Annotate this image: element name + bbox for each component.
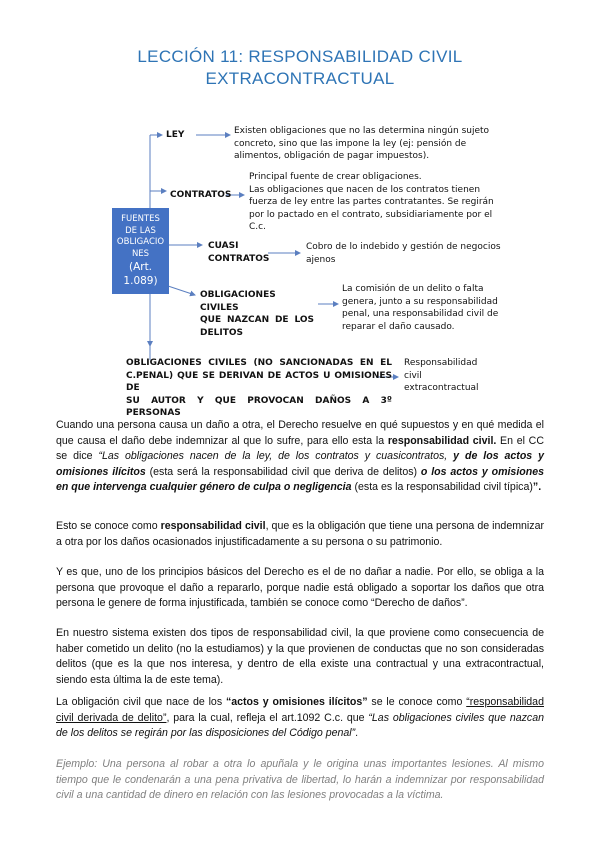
p1-bold-italic-actos: y de los actos y omisiones ilícitos xyxy=(56,450,544,478)
delitos-label xyxy=(200,289,314,339)
fuentes-line-6: 1.089) xyxy=(123,275,158,287)
cuasi-desc-line-1: Cobro de lo indebido y gestión de negocios xyxy=(306,242,501,252)
p1-text-c: En el CC se dice xyxy=(56,434,544,462)
contratos-desc-line-2: Las obligaciones que nacen de los contratos tienen xyxy=(249,184,481,195)
p5-text-g: . xyxy=(355,727,359,739)
example-paragraph: Ejemplo: Una persona al robar a otra lo apuñala y le origina unas importantes lesiones. Al mismo tiempo que le condenarán a una pena privativa de libertad, lo harán a indemnizar por responsabilidad civil a una cantidad de dinero en relación con las lesiones provocadas a la víctima. xyxy=(56,758,544,801)
ley-desc-line-3: alimentos, obligación de pagar impuestos). xyxy=(234,151,430,161)
p1-text-f: (esta será la responsabilidad civil que deriva de delitos) xyxy=(145,465,421,478)
cuasi-label-line-2: CONTRATOS xyxy=(208,253,270,264)
p2-bold: responsabilidad civil xyxy=(160,520,266,532)
no-sancionadas-label xyxy=(126,357,392,420)
p2-text-c: , que es la obligación que tiene una persona de indemnizar a otra por los daños ocasionados injustificadamente a su persona o su patrimonio. xyxy=(56,520,545,548)
p2-text-a: Esto se conoce como xyxy=(56,520,161,532)
delitos-desc-line-1: La comisión de un delito o falta xyxy=(342,284,484,294)
no-sancionadas-description xyxy=(404,357,504,395)
no-sancionadas-desc-line-1: Responsabilidad xyxy=(404,358,478,368)
p5-underlined: “responsabilidad civil derivada de delito” xyxy=(56,696,544,724)
fuentes-line-1: FUENTES xyxy=(121,214,160,224)
cuasi-description xyxy=(306,241,506,266)
contratos-description xyxy=(249,171,497,234)
no-sancionadas-line-1: OBLIGACIONES CIVILES (NO SANCIONADAS EN EL xyxy=(126,358,392,368)
delitos-desc-line-4: reparar el daño causado. xyxy=(342,321,455,332)
fuentes-line-3: OBLIGACIO xyxy=(116,237,165,247)
ley-desc-line-1: Existen obligaciones que no las determina ningún sujeto xyxy=(234,126,490,136)
contratos-desc-line-3: fuerza de ley entre las partes contratantes. Se regirán xyxy=(249,197,494,207)
delitos-desc-line-2: genera, junto a su responsabilidad xyxy=(342,296,498,307)
contratos-desc-line-1: Principal fuente de crear obligaciones. xyxy=(249,172,422,182)
p5-italic-quote: “Las obligaciones civiles que nazcan de los delitos se regirán por las disposiciones del Código penal” xyxy=(56,711,544,739)
no-sancionadas-line-2: C.PENAL) QUE SE DERIVAN DE ACTOS U OMISIONES DE xyxy=(126,370,392,393)
ley-label: LEY xyxy=(166,130,185,140)
p1-text-h: (esta es la responsabilidad civil típica) xyxy=(351,481,533,493)
paragraph-5 xyxy=(56,695,544,742)
delitos-description xyxy=(342,283,504,333)
paragraph-2 xyxy=(56,519,544,550)
ley-desc-line-2: concreto, sino que las impone la ley (ej: pensión de xyxy=(234,138,467,149)
no-sancionadas-desc-line-2: civil xyxy=(404,370,422,381)
delitos-label-line-2: QUE NAZCAN DE LOS xyxy=(200,315,314,325)
p3-text-a: Y es que, uno de los principios básicos del Derecho es el de no dañar a nadie xyxy=(56,566,431,578)
paragraph-1 xyxy=(56,418,544,496)
cuasi-label-line-1: CUASI xyxy=(208,241,239,251)
p5-text-a: La obligación civil que nace de los xyxy=(56,696,226,708)
paragraph-3 xyxy=(56,565,544,612)
title-line-1: LECCIÓN 11: RESPONSABILIDAD CIVIL xyxy=(137,47,463,66)
delitos-label-line-3: DELITOS xyxy=(200,327,243,338)
contratos-desc-line-5: C.c. xyxy=(249,222,266,232)
fuentes-line-5: (Art. xyxy=(128,261,153,273)
p1-italic-quote: “Las obligaciones nacen de la ley, de los contratos y cuasicontratos, xyxy=(98,450,448,462)
delitos-label-line-1: OBLIGACIONES CIVILES xyxy=(200,290,276,313)
fuentes-line-4: NES xyxy=(131,248,150,259)
fuentes-box xyxy=(112,208,169,294)
p5-bold: “actos y omisiones ilícitos” xyxy=(225,696,368,708)
fuentes-line-2: DE LAS xyxy=(125,225,156,236)
title-line-2: EXTRACONTRACTUAL xyxy=(205,69,395,88)
p1-bold-responsabilidad: responsabilidad civil. xyxy=(387,434,497,447)
cuasi-desc-line-2: ajenos xyxy=(306,254,336,265)
p1-closing-quote: ”. xyxy=(532,481,542,493)
paragraph-4: En nuestro sistema existen dos tipos de responsabilidad civil, la que proviene como consecuencia de haber cometido un delito (no la estudiamos) y la que provienen de conductas que no son consideradas delitos (que es la que nos interesa, y dentro de ella existe una contractual y una extracontractual, siendo esta última la de este tema). xyxy=(56,627,544,686)
p5-text-c: se le conoce como xyxy=(367,696,467,708)
p1-bold-italic-culpa: o los actos y omisiones en que intervenga cualquier género de culpa o negligencia xyxy=(56,465,544,493)
p3-text-b: . Por ello, se obliga a la persona que provoque el daño a repararlo, porque nadie está obligado a soportar los daños que otra persona le genere de forma injustificada, también se conoce como “Derecho de daños”. xyxy=(56,566,545,609)
p5-text-e: , para la cual, refleja el art.1092 C.c. que xyxy=(166,711,369,724)
p1-text-a: Cuando una persona causa un daño a otra, el Derecho resuelve en qué supuestos y en qué medida el que causa el daño debe indemnizar al que lo sufre, para ello esta la xyxy=(56,419,544,447)
contratos-desc-line-4: por lo pactado en el contrato, subsidiariamente por el xyxy=(249,209,493,220)
delitos-desc-line-3: penal, una responsabilidad civil de xyxy=(342,309,499,319)
no-sancionadas-line-3: SU AUTOR Y QUE PROVOCAN DAÑOS A 3º PERSONAS xyxy=(126,395,392,418)
contratos-label: CONTRATOS xyxy=(170,190,232,200)
ley-description xyxy=(234,125,502,163)
cuasi-label xyxy=(208,240,269,265)
no-sancionadas-desc-line-3: extracontractual xyxy=(404,383,479,393)
